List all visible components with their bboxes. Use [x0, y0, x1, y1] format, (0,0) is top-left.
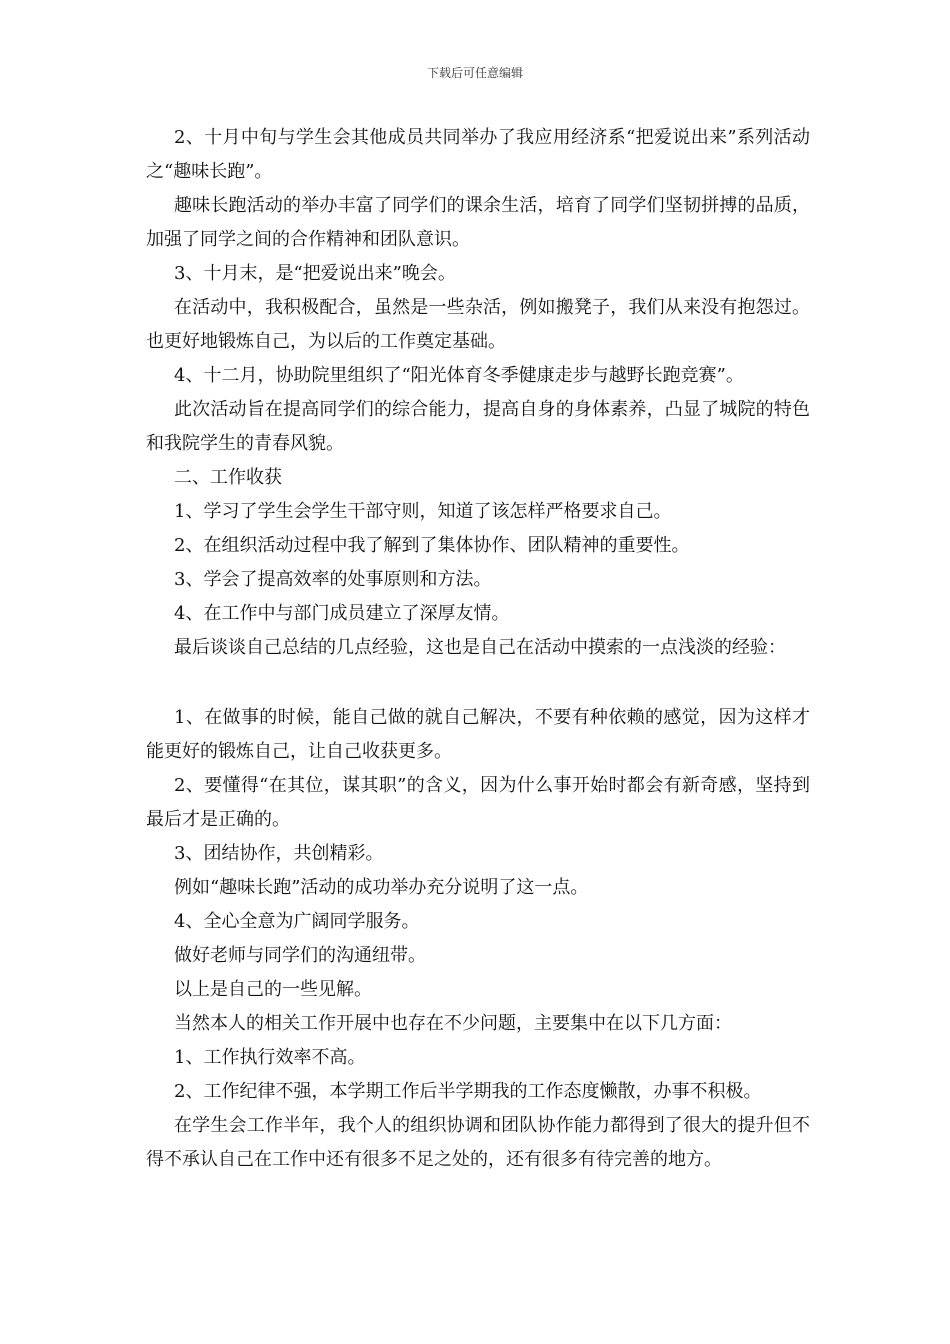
paragraph: 做好老师与同学们的沟通纽带。	[174, 945, 426, 966]
paragraph: 3、团结协作，共创精彩。	[174, 843, 384, 864]
paragraph: 在学生会工作半年，我个人的组织协调和团队协作能力都得到了很大的提升但不得不承认自己在工作中还有很多不足之处的，还有很多有待完善的地方。	[146, 1115, 810, 1170]
blank-line	[146, 665, 810, 701]
paragraph: 4、十二月，协助院里组织了“阳光体育冬季健康走步与越野长跑竞赛”。	[174, 365, 744, 386]
paragraph: 在活动中，我积极配合，虽然是一些杂活，例如搬凳子，我们从来没有抱怨过。也更好地锻炼自己，为以后的工作奠定基础。	[146, 297, 810, 352]
paragraph: 1、工作执行效率不高。	[174, 1047, 366, 1068]
paragraph: 4、在工作中与部门成员建立了深厚友情。	[174, 603, 510, 624]
paragraph: 3、学会了提高效率的处事原则和方法。	[174, 569, 492, 590]
paragraph: 当然本人的相关工作开展中也存在不少问题，主要集中在以下几方面：	[174, 1013, 732, 1034]
paragraph: 1、学习了学生会学生干部守则，知道了该怎样严格要求自己。	[174, 501, 672, 522]
paragraph: 最后谈谈自己总结的几点经验，这也是自己在活动中摸索的一点浅淡的经验：	[174, 637, 786, 658]
paragraph: 此次活动旨在提高同学们的综合能力，提高自身的身体素养，凸显了城院的特色和我院学生的青春风貌。	[146, 399, 810, 454]
paragraph: 3、十月末，是“把爱说出来”晚会。	[174, 263, 456, 284]
paragraph: 2、十月中旬与学生会其他成员共同举办了我应用经济系“把爱说出来”系列活动之“趣味长跑”。	[146, 127, 810, 182]
paragraph: 例如“趣味长跑”活动的成功举办充分说明了这一点。	[174, 877, 589, 898]
paragraph: 趣味长跑活动的举办丰富了同学们的课余生活，培育了同学们坚韧拼搏的品质，加强了同学之间的合作精神和团队意识。	[146, 195, 810, 250]
section-heading: 二、工作收获	[174, 467, 282, 488]
paragraph: 2、要懂得“在其位，谋其职”的含义，因为什么事开始时都会有新奇感，坚持到最后才是正确的。	[146, 775, 810, 830]
document-body	[146, 121, 810, 1177]
paragraph: 1、在做事的时候，能自己做的就自己解决，不要有种依赖的感觉，因为这样才能更好的锻炼自己，让自己收获更多。	[146, 707, 810, 762]
paragraph: 2、工作纪律不强，本学期工作后半学期我的工作态度懒散，办事不积极。	[174, 1081, 762, 1102]
page-header: 下载后可任意编辑	[426, 66, 523, 80]
paragraph: 以上是自己的一些见解。	[174, 979, 372, 1000]
paragraph: 4、全心全意为广阔同学服务。	[174, 911, 420, 932]
paragraph: 2、在组织活动过程中我了解到了集体协作、团队精神的重要性。	[174, 535, 690, 556]
